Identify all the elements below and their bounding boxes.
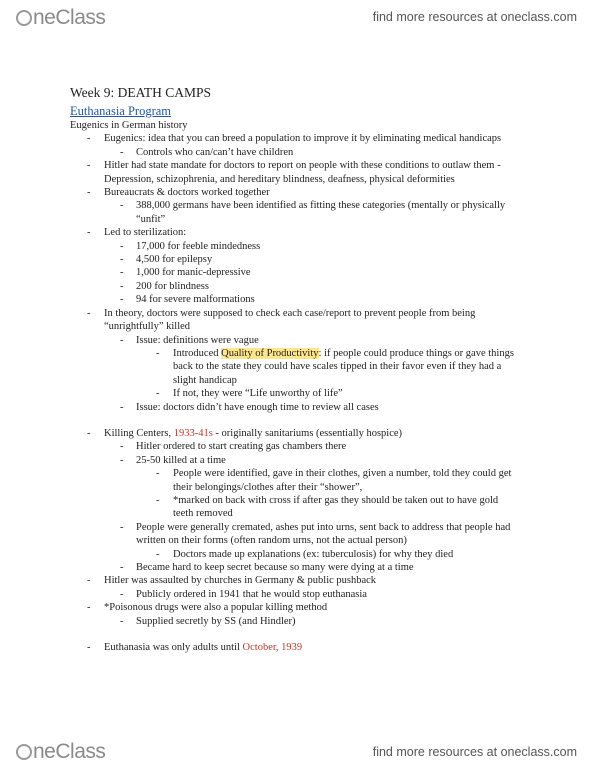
list-item-continuation: teeth removed <box>173 508 233 520</box>
list-item: - Bureaucrats & doctors worked together <box>87 187 270 199</box>
list-item: - 1,000 for manic-depressive <box>120 267 251 279</box>
list-item: - 25-50 killed at a time <box>120 454 226 466</box>
list-item: - Controls who can/can’t have children <box>120 146 294 158</box>
list-item: - Eugenics: idea that you can breed a population to improve it by eliminating medical handicaps <box>87 133 502 145</box>
footer-tagline[interactable]: find more resources at oneclass.com <box>372 745 577 759</box>
intro-line: Eugenics in German history <box>70 120 188 131</box>
notes-document <box>70 84 575 654</box>
logo-o-icon <box>16 744 32 760</box>
list-item: - Hitler was assaulted by churches in Germany & public pushback <box>87 575 377 587</box>
list-item: - Became hard to keep secret because so many were dying at a time <box>120 562 414 573</box>
list-item: - People were generally cremated, ashes put into urns, sent back to address that people had <box>120 521 511 533</box>
red-date: 1933-41s <box>173 427 213 439</box>
list-item-continuation: back to the state they could have scales tipped in their favor even if they had a <box>173 361 502 373</box>
list-item: - 4,500 for epilepsy <box>120 254 213 266</box>
red-date: October, 1939 <box>242 642 303 654</box>
list-item: - *marked on back with cross if after gas they should be taken out to have gold <box>156 494 499 506</box>
list-item: - Euthanasia was only adults until October, 1939 <box>87 642 303 654</box>
list-item: - Killing Centers, 1933-41s - originally sanitariums (essentially hospice) <box>87 427 403 439</box>
list-item: - In theory, doctors were supposed to check each case/report to prevent people from being <box>87 307 476 319</box>
list-item: - 17,000 for feeble mindedness <box>120 240 261 252</box>
list-item: - If not, they were “Life unworthy of life” <box>156 388 343 400</box>
list-item: - Supplied secretly by SS (and Hindler) <box>120 615 296 627</box>
list-item-continuation: Depression, schizophrenia, and hereditary blindness, deafness, physical deformities <box>104 173 455 185</box>
page-header <box>0 0 595 36</box>
list-item-continuation: “unfit” <box>136 213 166 225</box>
list-item: - 200 for blindness <box>120 280 209 292</box>
list-item: - Publicly ordered in 1941 that he would stop euthanasia <box>120 588 367 600</box>
oneclass-logo-footer[interactable]: neClass <box>16 740 105 764</box>
list-item: - Hitler ordered to start creating gas chambers there <box>120 441 347 453</box>
list-item: - Issue: doctors didn’t have enough time to review all cases <box>120 401 379 413</box>
list-item: - Issue: definitions were vague <box>120 334 259 346</box>
highlighted-term: Quality of Productivity <box>221 347 319 359</box>
list-item-continuation: slight handicap <box>173 374 237 386</box>
list-item-continuation: written on their forms (often random urns, not the actual person) <box>136 535 407 547</box>
header-tagline[interactable]: find more resources at oneclass.com <box>372 10 577 24</box>
section-heading-link[interactable]: Euthanasia Program <box>70 104 172 118</box>
logo-o-icon <box>16 10 32 26</box>
list-item: - People were identified, gave in their clothes, given a number, told they could get <box>156 468 512 480</box>
list-item: - Doctors made up explanations (ex: tuberculosis) for why they died <box>156 548 454 560</box>
list-item: - Hitler had state mandate for doctors to report on people with these conditions to outlaw them - <box>87 160 501 172</box>
page-footer <box>0 734 595 770</box>
list-item-continuation: their belongings/clothes after their “shower”, <box>173 481 363 493</box>
list-item: - *Poisonous drugs were also a popular killing method <box>87 602 328 614</box>
list-item: - 94 for severe malformations <box>120 294 255 306</box>
list-item: - Introduced Quality of Productivity: if people could produce things or gave things <box>156 347 514 359</box>
list-item: - Led to sterilization: <box>87 227 187 239</box>
page-title: Week 9: DEATH CAMPS <box>70 85 212 100</box>
oneclass-logo[interactable]: neClass <box>16 6 105 30</box>
list-item: - 388,000 germans have been identified as fitting these categories (mentally or physically <box>120 200 506 212</box>
list-item-continuation: “unrightfully” killed <box>104 321 191 333</box>
